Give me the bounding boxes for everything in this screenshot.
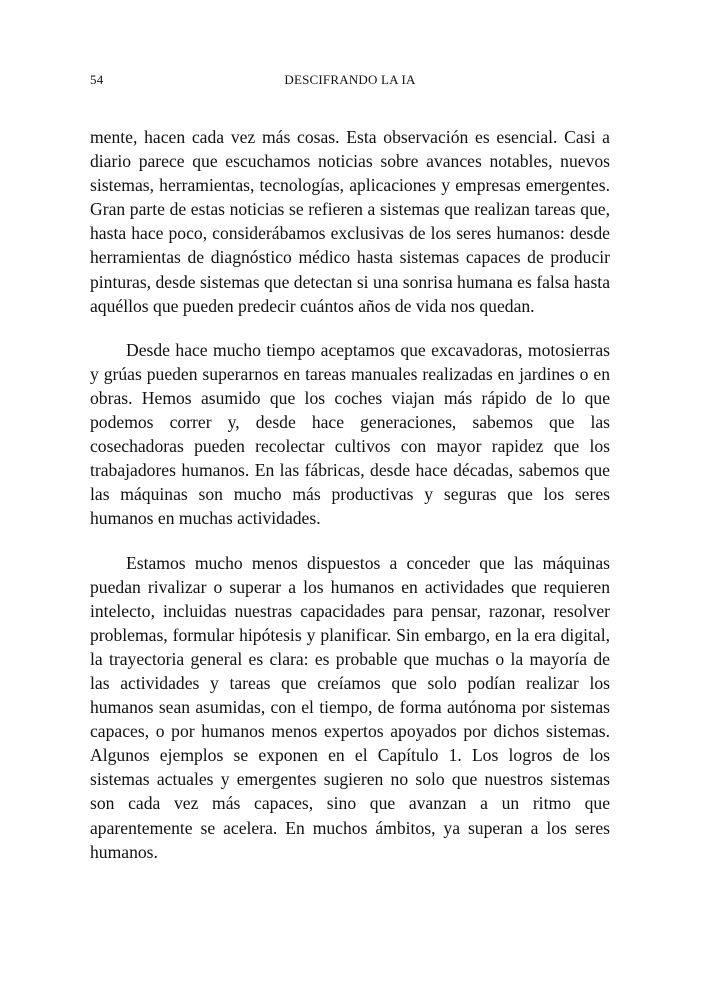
paragraph: mente, hacen cada vez más cosas. Esta observación es esencial. Casi a diario parece que escuchamos noticias sobre avances notables, nuevos sistemas, herramientas, tecnologías, aplicaciones y empresas emergentes. Gran parte de estas noticias se refieren a sistemas que realizan tareas que, hasta hace poco, considerábamos exclusivas de los seres humanos: desde herramientas de diagnóstico médico hasta sistemas capaces de producir pinturas, desde sistemas que detectan si una sonrisa humana es falsa hasta aquéllos que pueden predecir cuántos años de vida nos quedan. (90, 127, 610, 316)
running-head (90, 72, 610, 90)
paragraph: Desde hace mucho tiempo aceptamos que excavadoras, motosierras y grúas pueden superarnos en tareas manuales realizadas en jardines o en obras. Hemos asumido que los coches viajan más rápido de lo que podemos correr y, desde hace generaciones, sabemos que las cosechadoras pueden recolectar cultivos con mayor rapidez que los trabajadores humanos. En las fábricas, desde hace décadas, sabemos que las máquinas son mucho más productivas y seguras que los seres humanos en muchas actividades. (90, 339, 610, 529)
page-number: 54 (90, 72, 104, 87)
body-text (90, 125, 610, 864)
running-title: DESCIFRANDO LA IA (284, 72, 416, 87)
paragraph: Estamos mucho menos dispuestos a conceder que las máquinas puedan rivalizar o superar a los humanos en actividades que requieren intelecto, incluidas nuestras capacidades para pensar, razonar, resolver problemas, formular hipótesis y planificar. Sin embargo, en la era digital, la trayectoria general es clara: es probable que muchas o la mayoría de las actividades y tareas que creíamos que solo podían realizar los humanos sean asumidas, con el tiempo, de forma autónoma por sistemas capaces, o por humanos menos expertos apoyados por dichos sistemas. Algunos ejemplos se exponen en el Capítulo 1. Los logros de los sistemas actuales y emergentes sugieren no solo que nuestros sistemas son cada vez más capaces, sino que avanzan a un ritmo que aparentemente se acelera. En muchos ámbitos, ya superan a los seres humanos. (90, 552, 610, 862)
